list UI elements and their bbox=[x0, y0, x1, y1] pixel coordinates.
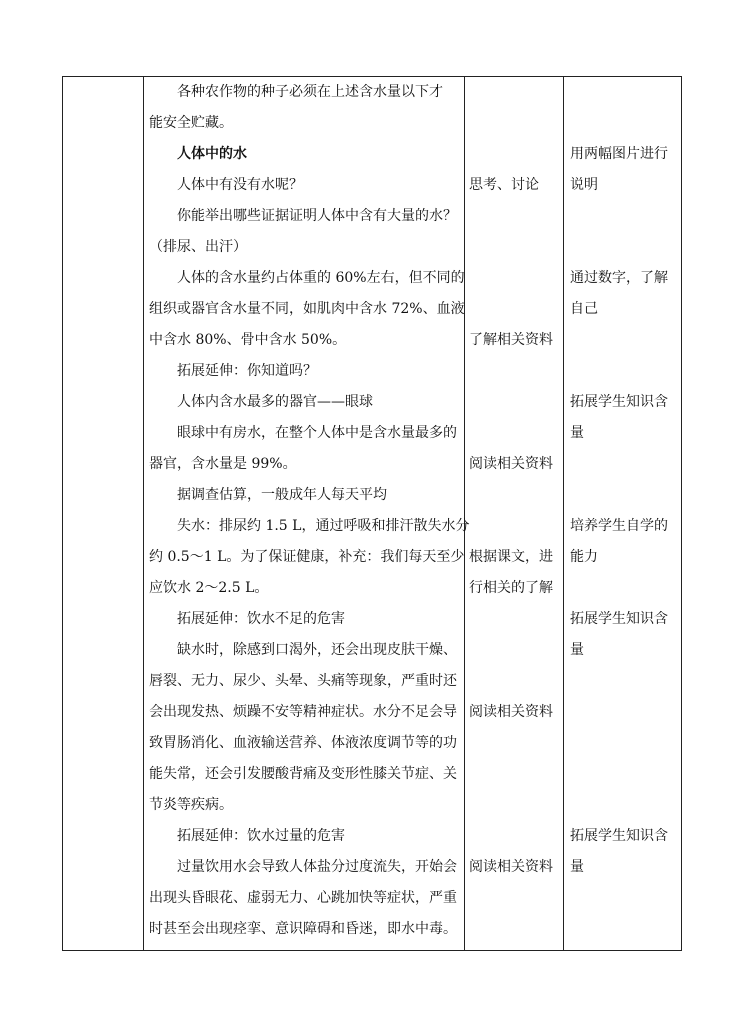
content-line: 能失常，还会引发腰酸背痛及变形性膝关节症、关 bbox=[149, 766, 457, 782]
content-line: 节炎等疾病。 bbox=[149, 797, 233, 813]
activity-line: 阅读相关资料 bbox=[469, 704, 553, 720]
content-line: 拓展延伸：饮水过量的危害 bbox=[177, 828, 345, 844]
purpose-line: 拓展学生知识含 bbox=[570, 394, 668, 410]
content-line: 器官，含水量是 99%。 bbox=[149, 456, 297, 472]
activity-line: 阅读相关资料 bbox=[469, 456, 553, 472]
purpose-line: 量 bbox=[570, 859, 584, 875]
content-line: 出现头昏眼花、虚弱无力、心跳加快等症状，严重 bbox=[149, 890, 457, 906]
activity-line: 了解相关资料 bbox=[469, 332, 553, 348]
content-line: 人体的含水量约占体重的 60%左右，但不同的 bbox=[177, 270, 465, 286]
purpose-line: 说明 bbox=[570, 177, 598, 193]
content-line: 人体中有没有水呢？ bbox=[177, 177, 303, 193]
content-line: 应饮水 2～2.5 L。 bbox=[149, 580, 269, 596]
content-line: （排尿、出汗） bbox=[149, 239, 247, 255]
content-line: 人体中的水 bbox=[177, 146, 247, 162]
activity-line: 阅读相关资料 bbox=[469, 859, 553, 875]
content-line: 唇裂、无力、尿少、头晕、头痛等现象，严重时还 bbox=[149, 673, 457, 689]
content-line: 失水：排尿约 1.5 L，通过呼吸和排汗散失水分 bbox=[177, 518, 470, 534]
purpose-line: 量 bbox=[570, 425, 584, 441]
content-line: 组织或器官含水量不同，如肌肉中含水 72%、血液 bbox=[149, 301, 465, 317]
purpose-line: 培养学生自学的 bbox=[570, 518, 668, 534]
content-line: 缺水时，除感到口渴外，还会出现皮肤干燥、 bbox=[177, 642, 457, 658]
purpose-line: 拓展学生知识含 bbox=[570, 611, 668, 627]
purpose-line: 拓展学生知识含 bbox=[570, 828, 668, 844]
purpose-line: 自己 bbox=[570, 301, 598, 317]
column-divider-3 bbox=[563, 77, 564, 950]
activity-line: 思考、讨论 bbox=[469, 177, 539, 193]
content-line: 你能举出哪些证据证明人体中含有大量的水？ bbox=[177, 208, 457, 224]
content-line: 人体内含水最多的器官——眼球 bbox=[177, 394, 373, 410]
content-line: 会出现发热、烦躁不安等精神症状。水分不足会导 bbox=[149, 704, 457, 720]
activity-line: 根据课文，进 bbox=[469, 549, 553, 565]
activity-line: 行相关的了解 bbox=[469, 580, 553, 596]
content-line: 中含水 80%、骨中含水 50%。 bbox=[149, 332, 347, 348]
column-divider-1 bbox=[143, 77, 144, 950]
content-line: 时甚至会出现痉挛、意识障碍和昏迷，即水中毒。 bbox=[149, 921, 457, 937]
content-line: 各种农作物的种子必须在上述含水量以下才 bbox=[177, 84, 443, 100]
purpose-line: 用两幅图片进行 bbox=[570, 146, 668, 162]
purpose-line: 能力 bbox=[570, 549, 598, 565]
content-line: 拓展延伸：饮水不足的危害 bbox=[177, 611, 345, 627]
content-line: 致胃肠消化、血液输送营养、体液浓度调节等的功 bbox=[149, 735, 457, 751]
content-line: 能安全贮藏。 bbox=[149, 115, 233, 131]
content-line: 据调查估算，一般成年人每天平均 bbox=[177, 487, 387, 503]
content-line: 过量饮用水会导致人体盐分过度流失，开始会 bbox=[177, 859, 457, 875]
purpose-line: 量 bbox=[570, 642, 584, 658]
content-line: 约 0.5～1 L。为了保证健康，补充：我们每天至少 bbox=[149, 549, 465, 565]
content-line: 拓展延伸：你知道吗？ bbox=[177, 363, 317, 379]
content-line: 眼球中有房水，在整个人体中是含水量最多的 bbox=[177, 425, 457, 441]
purpose-line: 通过数字，了解 bbox=[570, 270, 668, 286]
